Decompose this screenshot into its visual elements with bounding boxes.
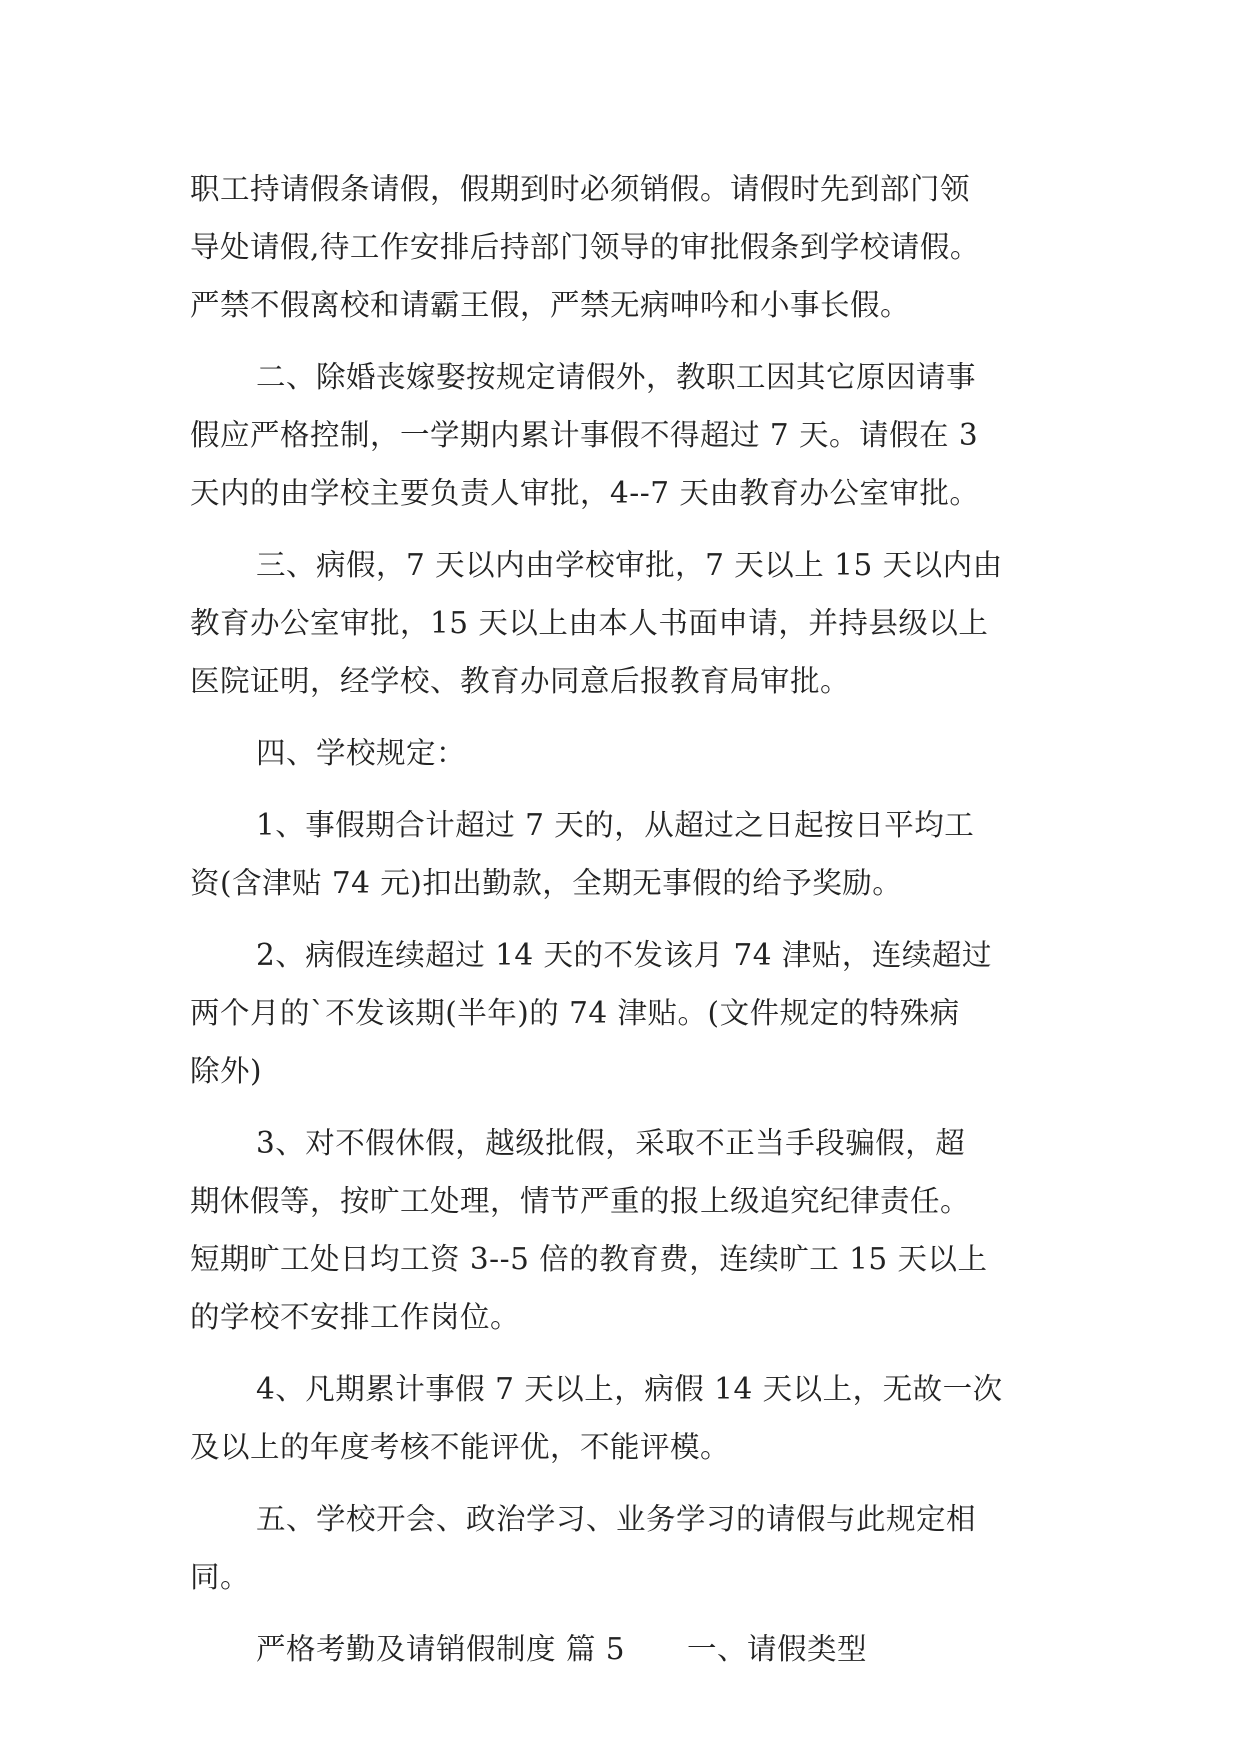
paragraph — [190, 926, 1070, 1100]
text-line: 严禁不假离校和请霸王假，严禁无病呻吟和小事长假。 — [190, 288, 911, 322]
section-title: 严格考勤及请销假制度 篇 5 — [256, 1632, 626, 1666]
paragraph — [190, 1490, 1070, 1606]
text-line: 3、对不假休假，越级批假，采取不正当手段骗假，超 — [256, 1126, 966, 1160]
text-line: 教育办公室审批，15 天以上由本人书面申请，并持县级以上 — [190, 606, 989, 640]
document-page — [190, 160, 1070, 1678]
text-line: 期休假等，按旷工处理，情节严重的报上级追究纪律责任。 — [190, 1184, 971, 1218]
text-line: 除外) — [190, 1054, 263, 1088]
text-line: 的学校不安排工作岗位。 — [190, 1300, 521, 1334]
section-subtitle: 一、请假类型 — [687, 1632, 868, 1666]
text-line: 资(含津贴 74 元)扣出勤款，全期无事假的给予奖励。 — [190, 866, 903, 900]
paragraph — [190, 536, 1070, 710]
text-line: 2、病假连续超过 14 天的不发该月 74 津贴，连续超过 — [256, 938, 992, 972]
text-line: 四、学校规定： — [256, 736, 467, 770]
paragraph — [190, 796, 1070, 912]
paragraph — [190, 160, 1070, 334]
text-line: 二、除婚丧嫁娶按规定请假外，教职工因其它原因请事 — [256, 360, 977, 394]
text-line: 职工持请假条请假，假期到时必须销假。请假时先到部门领 — [190, 172, 971, 206]
section-heading — [190, 1620, 1070, 1678]
text-line: 医院证明，经学校、教育办同意后报教育局审批。 — [190, 664, 851, 698]
text-line: 及以上的年度考核不能评优，不能评模。 — [190, 1430, 731, 1464]
text-line: 同。 — [190, 1560, 251, 1594]
text-line: 短期旷工处日均工资 3--5 倍的教育费，连续旷工 15 天以上 — [190, 1242, 988, 1276]
text-line: 假应严格控制，一学期内累计事假不得超过 7 天。请假在 3 — [190, 418, 979, 452]
text-line: 4、凡期累计事假 7 天以上，病假 14 天以上，无故一次 — [256, 1372, 1003, 1406]
text-line: 1、事假期合计超过 7 天的，从超过之日起按日平均工 — [256, 808, 975, 842]
paragraph — [190, 348, 1070, 522]
text-line: 三、病假，7 天以内由学校审批，7 天以上 15 天以内由 — [256, 548, 1003, 582]
paragraph — [190, 1360, 1070, 1476]
text-line: 导处请假,待工作安排后持部门领导的审批假条到学校请假。 — [190, 230, 980, 264]
text-line: 天内的由学校主要负责人审批，4--7 天由教育办公室审批。 — [190, 476, 980, 510]
paragraph — [190, 1114, 1070, 1346]
paragraph — [190, 724, 1070, 782]
text-line: 五、学校开会、政治学习、业务学习的请假与此规定相 — [256, 1502, 977, 1536]
text-line: 两个月的`不发该期(半年)的 74 津贴。(文件规定的特殊病 — [190, 996, 960, 1030]
